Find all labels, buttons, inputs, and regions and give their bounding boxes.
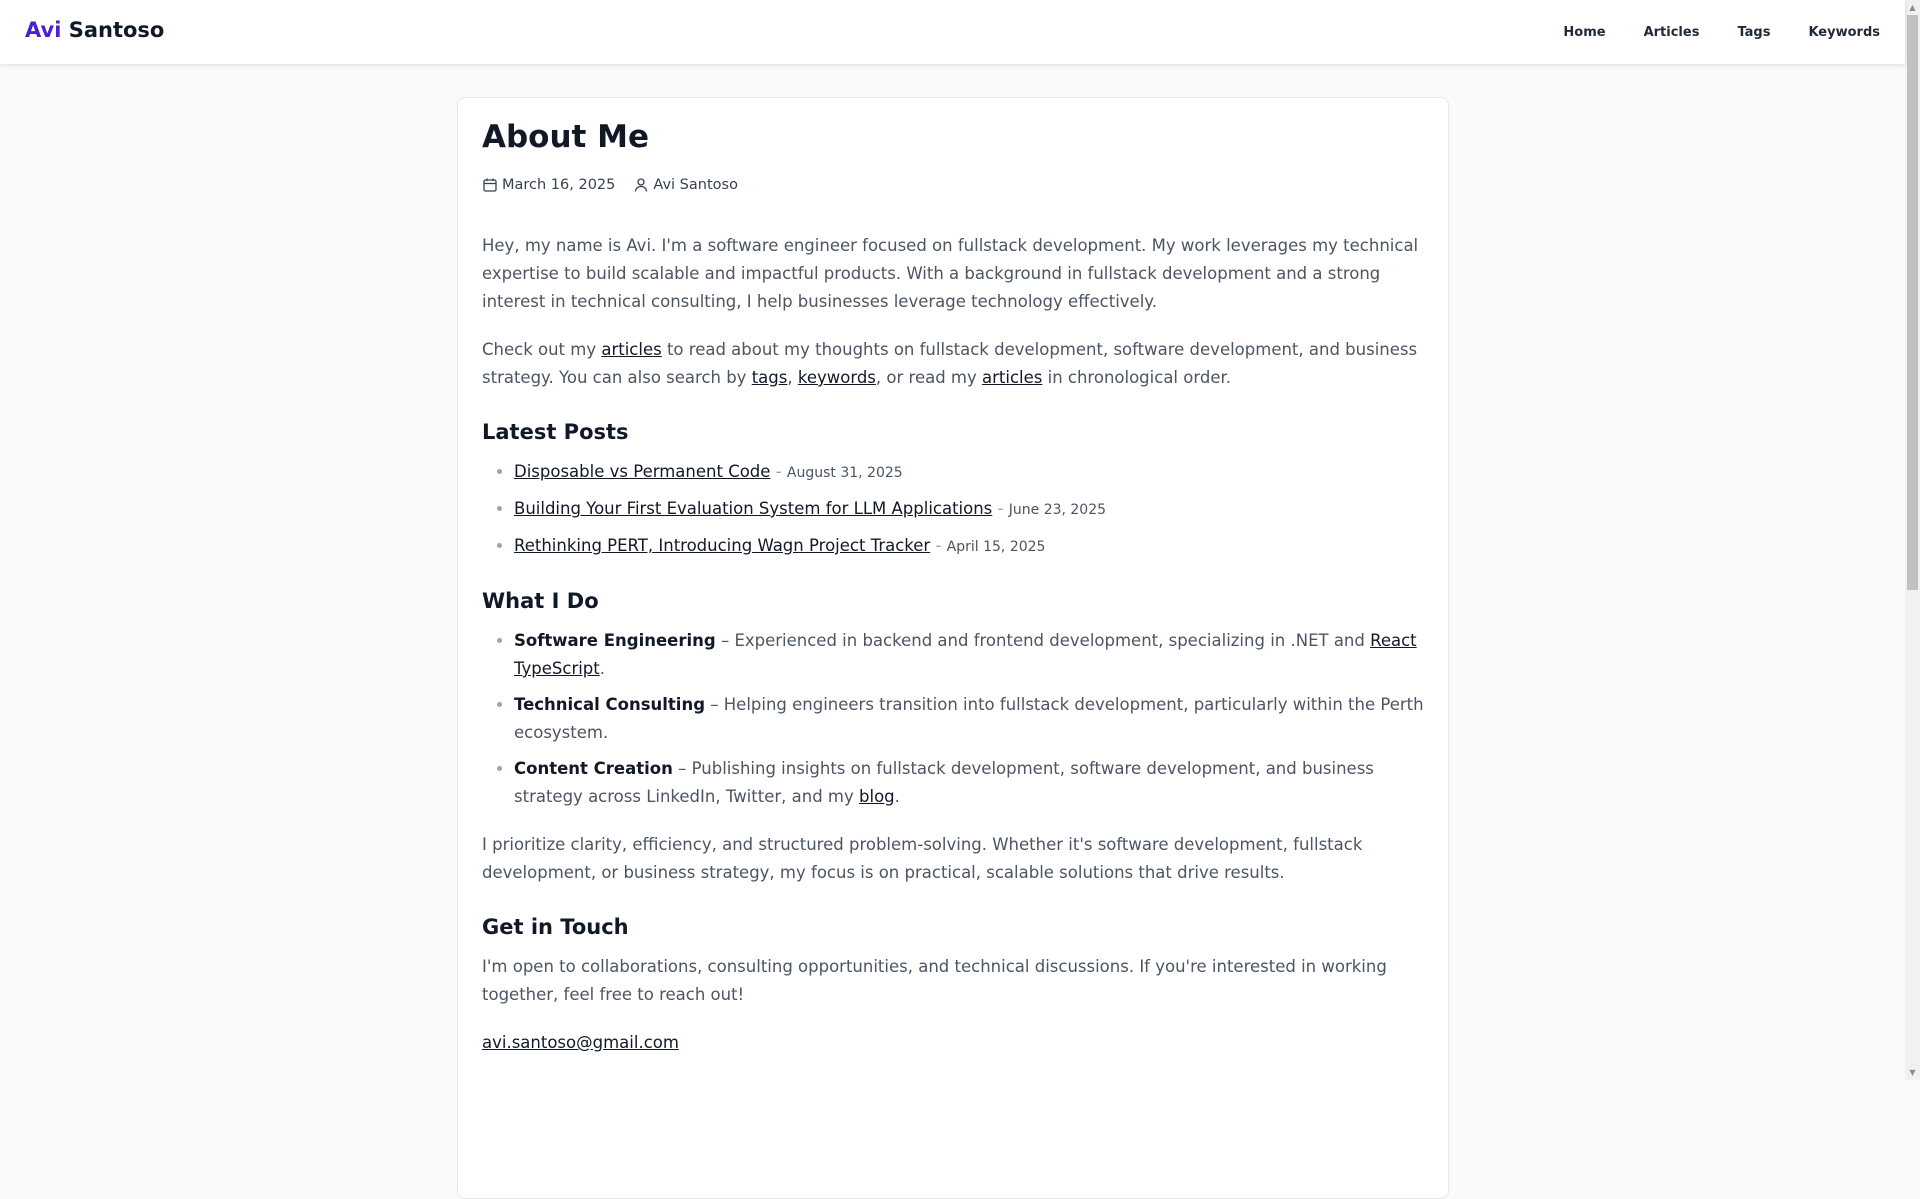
post-date bbox=[482, 177, 615, 193]
intro-text-b: to read about my thoughts on fullstack development, software development, and business strategy. You can also search by bbox=[482, 340, 1418, 387]
post-item bbox=[514, 458, 1424, 487]
intro-text-d: , or read my bbox=[875, 368, 983, 387]
calendar-icon bbox=[482, 177, 498, 193]
site-header bbox=[0, 0, 1905, 64]
tags-link[interactable]: tags bbox=[751, 368, 788, 387]
service-item bbox=[514, 627, 1424, 683]
service-text: – Experienced in backend and frontend development, specializing in .NET and bbox=[715, 631, 1371, 650]
scroll-thumb[interactable] bbox=[1907, 15, 1918, 590]
scroll-down-arrow-icon[interactable]: ▼ bbox=[1909, 1068, 1916, 1077]
main-nav bbox=[1525, 0, 1880, 64]
post-link[interactable]: Rethinking PERT, Introducing Wagn Project Tracker bbox=[514, 536, 931, 555]
closing-paragraph: I prioritize clarity, efficiency, and structured problem-solving. Whether it's software development, fullstack development, or business strategy, my focus is on practical, scalable solutions that drive results. bbox=[482, 835, 1363, 882]
post-item-date: April 15, 2025 bbox=[946, 539, 1046, 555]
contact-paragraph: I'm open to collaborations, consulting opportunities, and technical discussions. If you're interested in working together, feel free to reach out! bbox=[482, 957, 1387, 1004]
post-date-text: March 16, 2025 bbox=[502, 177, 616, 193]
post-item-date: August 31, 2025 bbox=[786, 465, 903, 481]
post-link[interactable]: Building Your First Evaluation System for LLM Applications bbox=[514, 499, 993, 518]
what-i-do-list bbox=[482, 627, 1424, 811]
service-item bbox=[514, 755, 1424, 811]
react-typescript-link[interactable]: React TypeScript bbox=[514, 631, 1417, 678]
post-author-text: Avi Santoso bbox=[653, 177, 738, 193]
post-link[interactable]: Disposable vs Permanent Code bbox=[514, 462, 771, 481]
nav-keywords[interactable]: Keywords bbox=[1808, 24, 1880, 40]
post-separator: - bbox=[930, 536, 947, 555]
user-icon bbox=[633, 177, 649, 193]
intro-paragraph-2 bbox=[482, 336, 1424, 392]
page-title: About Me bbox=[482, 119, 650, 155]
post-author bbox=[633, 177, 738, 193]
scroll-up-arrow-icon[interactable]: ▲ bbox=[1909, 3, 1916, 12]
post-meta bbox=[482, 177, 756, 193]
service-item bbox=[514, 691, 1424, 747]
service-text: – Helping engineers transition into fullstack development, particularly within the Perth ecosystem. bbox=[514, 695, 1424, 742]
articles-link[interactable]: articles bbox=[601, 340, 662, 359]
intro-paragraph-1: Hey, my name is Avi. I'm a software engineer focused on fullstack development. My work leverages my technical expertise to build scalable and impactful products. With a background in fullstack development and a strong interest in technical consulting, I help businesses leverage technology effectively. bbox=[482, 236, 1419, 311]
articles-chronological-link[interactable]: articles bbox=[982, 368, 1043, 387]
blog-link[interactable]: blog bbox=[859, 787, 895, 806]
what-i-do-heading: What I Do bbox=[482, 589, 599, 613]
nav-articles[interactable]: Articles bbox=[1643, 24, 1700, 40]
latest-posts-heading: Latest Posts bbox=[482, 420, 629, 444]
service-end: . bbox=[599, 659, 606, 678]
brand-last-name: Santoso bbox=[68, 18, 165, 42]
nav-home[interactable]: Home bbox=[1563, 24, 1606, 40]
email-link[interactable]: avi.santoso@gmail.com bbox=[482, 1033, 679, 1052]
nav-tags[interactable]: Tags bbox=[1737, 24, 1771, 40]
contact-heading: Get in Touch bbox=[482, 915, 629, 939]
intro-text-e: in chronological order. bbox=[1042, 368, 1231, 387]
service-text: – Publishing insights on fullstack development, software development, and business strategy across LinkedIn, Twitter, and my bbox=[514, 759, 1374, 806]
post-item bbox=[514, 532, 1424, 561]
brand-first-name: Avi bbox=[25, 18, 62, 42]
latest-posts-list bbox=[482, 458, 1424, 561]
keywords-link[interactable]: keywords bbox=[797, 368, 876, 387]
service-label: Content Creation bbox=[514, 759, 673, 778]
post-item bbox=[514, 495, 1424, 524]
post-separator: - bbox=[992, 499, 1009, 518]
scrollbar[interactable] bbox=[1905, 0, 1920, 1080]
contact-email-row bbox=[482, 1029, 1424, 1057]
about-body bbox=[482, 232, 1424, 1077]
about-card bbox=[457, 97, 1449, 1199]
service-end: . bbox=[894, 787, 900, 806]
post-item-date: June 23, 2025 bbox=[1008, 502, 1107, 518]
intro-text-c: , bbox=[787, 368, 798, 387]
service-label: Software Engineering bbox=[514, 631, 716, 650]
service-label: Technical Consulting bbox=[514, 695, 706, 714]
site-brand[interactable] bbox=[25, 18, 164, 42]
intro-text-a: Check out my bbox=[482, 340, 602, 359]
post-separator: - bbox=[770, 462, 787, 481]
